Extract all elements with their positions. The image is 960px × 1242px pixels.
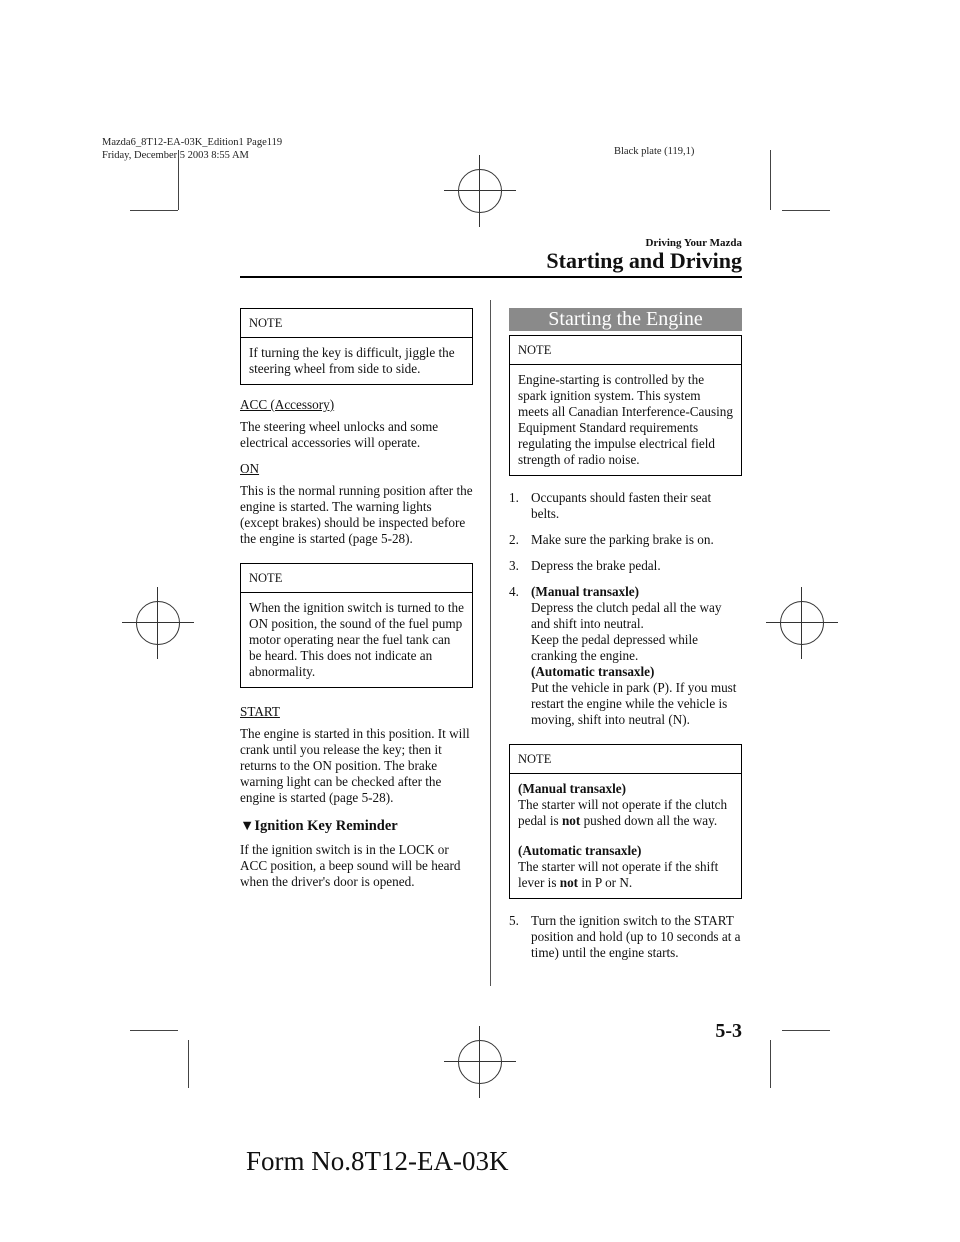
registration-mark-bottom	[444, 1026, 516, 1098]
note-text-part: The starter will not operate if the clutch pedal is	[518, 797, 728, 828]
automatic-transaxle-label: (Automatic transaxle)	[531, 664, 655, 679]
list-item	[509, 490, 742, 522]
start-text: The engine is started in this position. It will crank until you release the key; then it returns to the ON position. The brake warning light can be checked after the engine is started (page 5-28).	[240, 726, 470, 805]
print-info-line1: Mazda6_8T12-EA-03K_Edition1 Page119	[102, 137, 283, 148]
starting-steps-list-continued	[509, 913, 742, 961]
starting-engine-banner: Starting the Engine	[509, 308, 742, 331]
note-text: When the ignition switch is turned to the ON position, the sound of the fuel pump motor operating near the fuel tank can be heard. This does not indicate an abnormality.	[249, 600, 464, 679]
step-text: Occupants should fasten their seat belts.	[531, 490, 712, 521]
crop-mark	[782, 1030, 830, 1031]
emphasis-not: not	[559, 875, 579, 890]
crop-mark	[770, 1040, 771, 1088]
header-rule	[240, 276, 742, 278]
triangle-down-icon: ▼	[240, 818, 255, 834]
crop-mark	[770, 150, 771, 210]
step-number: 4.	[509, 584, 519, 599]
note-title: NOTE	[510, 336, 741, 365]
note-text	[510, 774, 741, 898]
registration-mark-right	[766, 587, 838, 659]
note-text-part: pushed down all the way.	[583, 813, 718, 828]
list-item	[509, 558, 742, 574]
acc-heading: ACC (Accessory)	[240, 397, 335, 412]
note-title: NOTE	[510, 745, 741, 774]
manual-transaxle-label: (Manual transaxle)	[518, 781, 627, 796]
automatic-transaxle-label: (Automatic transaxle)	[518, 843, 642, 858]
start-heading: START	[240, 704, 280, 719]
registration-mark-left	[122, 587, 194, 659]
step-text: Keep the pedal depressed while cranking the engine.	[531, 632, 698, 663]
note-text: Engine-starting is controlled by the spark ignition system. This system meets all Canadian Interference-Causing Equipment Standard requirements regulating the impulse electrical field strength of radio noise.	[518, 372, 733, 467]
step-number: 1.	[509, 490, 519, 505]
on-heading: ON	[240, 461, 260, 476]
note-title: NOTE	[241, 564, 472, 593]
reminder-text: If the ignition switch is in the LOCK or ACC position, a beep sound will be heard when the driver's door is opened.	[240, 842, 461, 889]
note-text-part: The starter will not operate if the shift lever is	[518, 859, 719, 890]
emphasis-not: not	[561, 813, 581, 828]
crop-mark	[130, 1030, 178, 1031]
on-text: This is the normal running position after the engine is started. The warning lights (except brakes) should be inspected before the engine is started (page 5-28).	[240, 483, 473, 546]
right-column	[509, 308, 742, 971]
step-text: Put the vehicle in park (P). If you must restart the engine while the vehicle is moving, shift into neutral (N).	[531, 680, 737, 727]
registration-mark-top	[444, 155, 516, 227]
step-number: 3.	[509, 558, 519, 573]
note-box	[240, 308, 473, 385]
page-number: 5-3	[715, 1020, 742, 1042]
section-title: Starting and Driving	[546, 248, 742, 273]
note-box	[509, 744, 742, 899]
step-text: Make sure the parking brake is on.	[531, 532, 714, 547]
left-column	[240, 308, 473, 900]
list-item	[509, 532, 742, 548]
print-info-line2: Friday, December 5 2003 8:55 AM	[102, 150, 249, 161]
crop-mark	[188, 1040, 189, 1088]
manual-note-text	[518, 797, 733, 829]
step-text: Depress the clutch pedal all the way and shift into neutral.	[531, 600, 722, 631]
note-text: If turning the key is difficult, jiggle the steering wheel from side to side.	[249, 345, 455, 376]
note-title: NOTE	[241, 309, 472, 338]
auto-note-text	[518, 859, 733, 891]
step-number: 5.	[509, 913, 519, 928]
ignition-key-reminder-heading	[240, 818, 473, 834]
crop-mark	[782, 210, 830, 211]
list-item	[509, 584, 742, 728]
note-box	[240, 563, 473, 688]
step-number: 2.	[509, 532, 519, 547]
note-box	[509, 335, 742, 476]
black-plate-label: Black plate (119,1)	[614, 146, 695, 157]
crop-mark	[130, 210, 178, 211]
acc-text: The steering wheel unlocks and some electrical accessories will operate.	[240, 419, 439, 450]
print-info	[102, 136, 282, 162]
section-category: Driving Your Mazda	[645, 237, 742, 249]
starting-steps-list	[509, 490, 742, 728]
reminder-heading-text: Ignition Key Reminder	[254, 818, 398, 834]
form-number: Form No.8T12-EA-03K	[246, 1146, 509, 1176]
manual-transaxle-label: (Manual transaxle)	[531, 584, 640, 599]
step-text: Depress the brake pedal.	[531, 558, 661, 573]
note-text-part: in P or N.	[581, 875, 633, 890]
list-item	[509, 913, 742, 961]
column-divider	[490, 300, 491, 986]
step-text: Turn the ignition switch to the START position and hold (up to 10 seconds at a time) until the engine starts.	[531, 913, 741, 960]
